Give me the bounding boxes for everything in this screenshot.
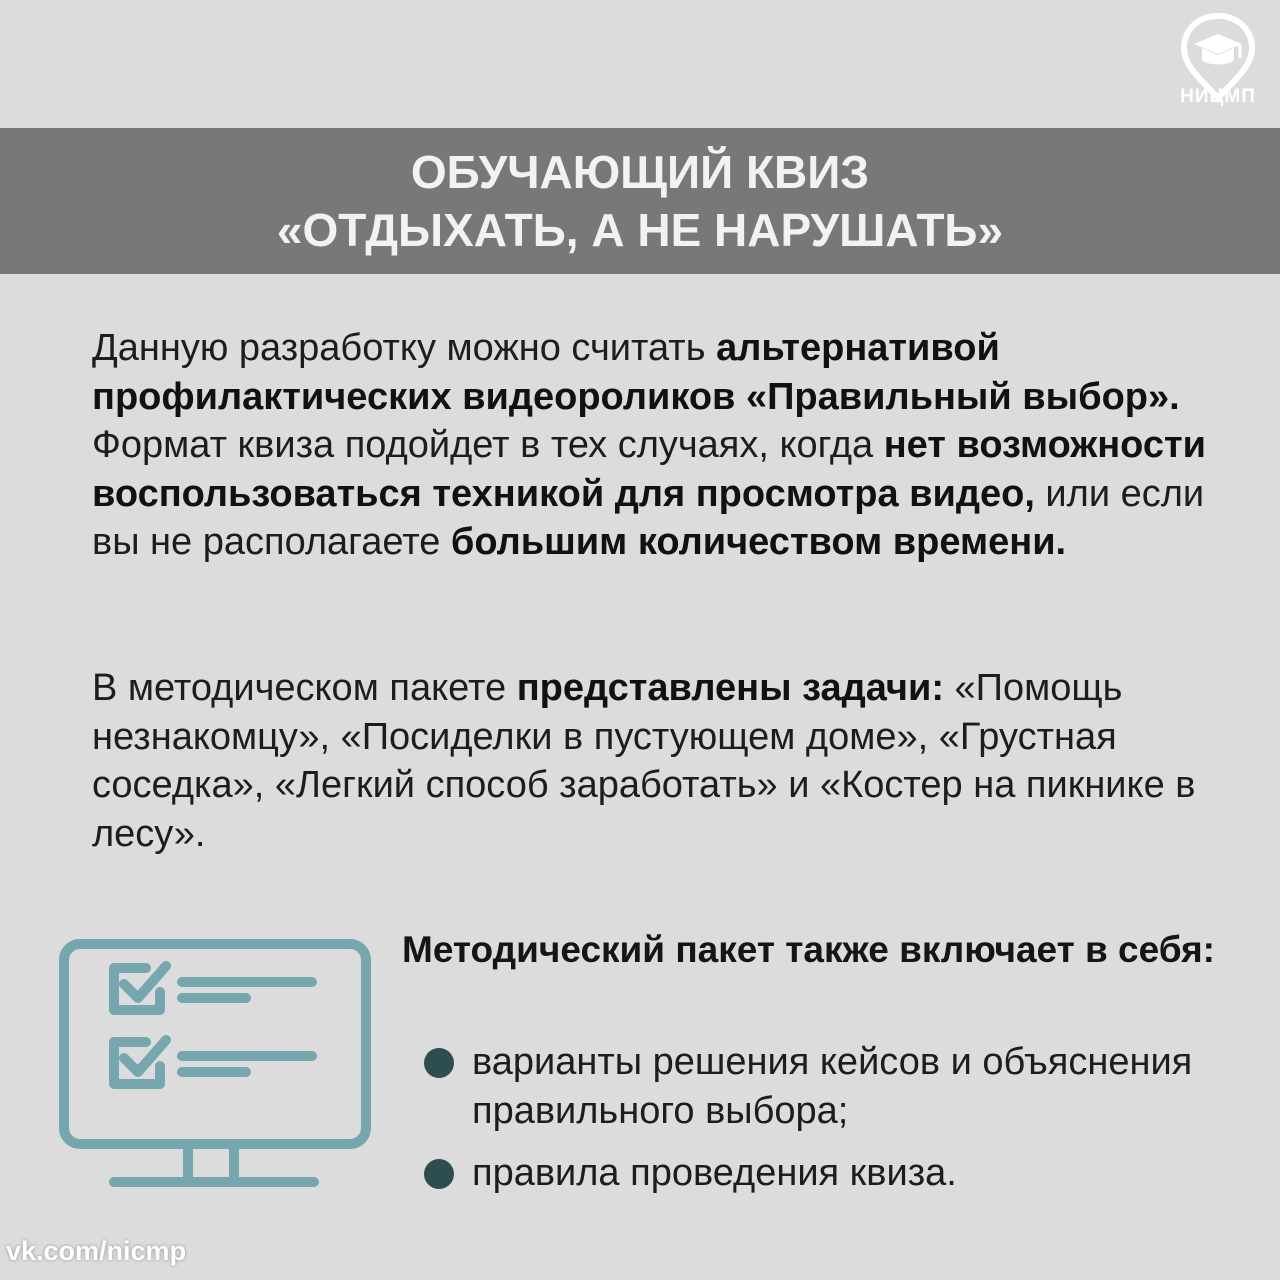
package-list: [424, 1038, 1244, 1212]
tasks-paragraph: [92, 664, 1232, 858]
tasks-bold-1: представлены задачи:: [516, 667, 944, 709]
list-item: [424, 1149, 1244, 1198]
list-item-text: варианты решения кейсов и объяснения правильного выбора;: [472, 1041, 1193, 1132]
list-item: [424, 1038, 1244, 1135]
intro-bold-1: альтернативой профилактических видеороликов «Правильный выбор».: [92, 327, 1180, 418]
tasks-text-1: В методическом пакете: [92, 667, 517, 709]
intro-text-2: Формат квиза подойдет в тех случаях, когда: [92, 424, 884, 466]
intro-paragraph: [92, 324, 1232, 567]
bullet-dot-icon: [424, 1048, 454, 1078]
intro-bold-2: нет возможности воспользоваться техникой для просмотра видео,: [92, 424, 1206, 515]
intro-bold-3: большим количеством времени.: [450, 521, 1067, 563]
package-title: Методический пакет также включает в себя:: [402, 929, 1216, 970]
intro-text-3: или если вы не располагаете: [92, 472, 1205, 563]
intro-text-1: Данную разработку можно считать: [92, 327, 717, 369]
monitor-checklist-icon: [58, 938, 372, 1190]
title-banner: [0, 128, 1280, 274]
footer-link[interactable]: vk.com/nicmp: [6, 1236, 187, 1266]
tasks-text-2: «Помощь незнакомцу», «Посиделки в пустующем доме», «Грустная соседка», «Легкий способ заработать» и «Костер на пикнике в лесу».: [92, 667, 1196, 855]
list-item-text: правила проведения квиза.: [472, 1152, 957, 1194]
bullet-dot-icon: [424, 1159, 454, 1189]
logo-text: НИЦМП: [1180, 86, 1256, 107]
banner-title-line1: ОБУЧАЮЩИЙ КВИЗ: [410, 146, 870, 198]
banner-title-line2: «ОТДЫХАТЬ, А НЕ НАРУШАТЬ»: [276, 204, 1004, 256]
